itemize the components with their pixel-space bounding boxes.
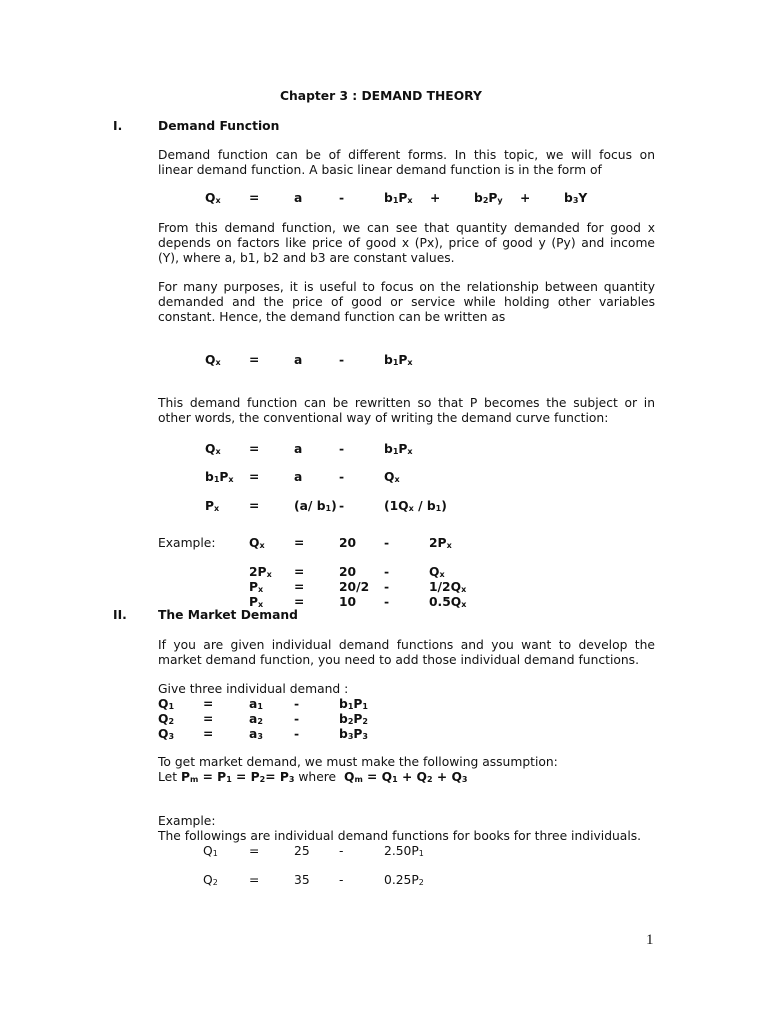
math-token: - — [294, 727, 300, 741]
text-line: The followings are individual demand functions for books for three individuals. — [158, 829, 642, 843]
math-token: - — [384, 580, 390, 594]
math-token: - — [339, 470, 345, 484]
text-line: From this demand function, we can see that quantity demanded for good x — [158, 221, 655, 235]
math-token: $0.25P_2$ — [384, 873, 424, 887]
paragraph — [158, 280, 655, 325]
math-token: = — [249, 353, 260, 367]
math-token: 25 — [294, 844, 310, 858]
section-number: II. — [113, 608, 127, 622]
math-token: $(1Q_x / b_1)$ — [384, 499, 447, 513]
math-token: $1/2Q_x$ — [429, 580, 467, 594]
math-token: = — [249, 499, 260, 513]
math-token: $2.50P_1$ — [384, 844, 424, 858]
math-token: - — [384, 565, 390, 579]
math-token: $Q_2$ — [158, 712, 175, 726]
math-token: $0.5Q_x$ — [429, 595, 467, 609]
page-number: 1 — [646, 932, 654, 948]
math-token: $b_1P_x$ — [384, 442, 413, 456]
section-number: I. — [113, 119, 123, 133]
paragraph — [158, 221, 655, 266]
text-where: where — [298, 770, 337, 784]
math-token: = — [203, 727, 214, 741]
quantity-sum: $Q_m = Q_1 + Q_2 + Q_3$ — [343, 770, 468, 784]
math-token: $Q_3$ — [158, 727, 175, 741]
math-token: a — [294, 191, 303, 205]
math-token: $Q_1$ — [158, 697, 175, 711]
math-token: = — [249, 844, 260, 858]
text-line: If you are given individual demand functions and you want to develop the — [158, 638, 655, 652]
math-token: $Q_x$ — [205, 191, 221, 205]
math-token: - — [339, 873, 344, 887]
math-token: 10 — [339, 595, 357, 609]
text-line: To get market demand, we must make the following assumption: — [158, 755, 558, 769]
math-token: - — [294, 712, 300, 726]
text-line: (Y), where a, b1, b2 and b3 are constant values. — [158, 251, 455, 265]
math-token: (a/ $b_1$) — [294, 499, 337, 513]
math-token: $2P_x$ — [249, 565, 272, 579]
math-token: - — [339, 499, 345, 513]
math-token: $b_3Y$ — [564, 191, 588, 205]
math-token: $Q_x$ — [429, 565, 445, 579]
text-let: Let — [158, 770, 178, 784]
math-token: a — [294, 353, 303, 367]
math-token: $a_2$ — [249, 712, 263, 726]
math-token: $b_1P_x$ — [384, 191, 413, 205]
math-token: - — [339, 191, 345, 205]
page-title: Chapter 3 : DEMAND THEORY — [280, 89, 482, 103]
math-token: $a_1$ — [249, 697, 263, 711]
math-token: = — [203, 712, 214, 726]
math-token: $P_x$ — [249, 595, 264, 609]
math-token: $Q_x$ — [205, 353, 221, 367]
math-token: - — [384, 595, 390, 609]
math-token: $b_3P_3$ — [339, 727, 368, 741]
math-token: = — [203, 697, 214, 711]
math-token: $a_3$ — [249, 727, 263, 741]
math-token: $b_2P_2$ — [339, 712, 368, 726]
math-token: $2P_x$ — [429, 536, 452, 550]
math-token: = — [249, 191, 260, 205]
math-token: = — [294, 580, 305, 594]
math-token: $b_1P_x$ — [384, 353, 413, 367]
text-line: other words, the conventional way of writing the demand curve function: — [158, 411, 609, 425]
math-token: - — [294, 697, 300, 711]
math-token: $P_x$ — [249, 580, 264, 594]
text-line: Demand function can be of different forms. In this topic, we will focus on — [158, 148, 655, 162]
math-token: = — [294, 536, 305, 550]
assumption-line — [158, 770, 468, 786]
math-token: $b_1P_x$ — [205, 470, 234, 484]
text-line: Give three individual demand : — [158, 682, 349, 696]
math-token: - — [384, 536, 390, 550]
math-token: - — [339, 353, 345, 367]
math-token: $Q_2$ — [203, 873, 218, 887]
text-line: market demand function, you need to add those individual demand functions. — [158, 653, 639, 667]
text-line: constant. Hence, the demand function can be written as — [158, 310, 506, 324]
math-token: 20 — [339, 565, 357, 579]
math-token: a — [294, 470, 303, 484]
text-line: This demand function can be rewritten so that P becomes the subject or in — [158, 396, 655, 410]
text-line: depends on factors like price of good x (Px), price of good y (Py) and income — [158, 236, 655, 250]
math-token: = — [294, 565, 305, 579]
paragraph — [158, 396, 655, 426]
math-token: = — [294, 595, 305, 609]
math-token: $Q_1$ — [203, 844, 218, 858]
text-line: linear demand function. A basic linear demand function is in the form of — [158, 163, 602, 177]
math-token: = — [249, 470, 260, 484]
text-line: demanded and the price of good or service while holding other variables — [158, 295, 655, 309]
math-token: 35 — [294, 873, 310, 887]
math-token: $b_1P_1$ — [339, 697, 368, 711]
text-line: For many purposes, it is useful to focus on the relationship between quantity — [158, 280, 655, 294]
section-heading: The Market Demand — [158, 608, 298, 622]
math-token: 20 — [339, 536, 357, 550]
math-token: $Q_x$ — [249, 536, 265, 550]
example-label: Example: — [158, 814, 216, 828]
math-token: 20/2 — [339, 580, 370, 594]
math-token: - — [339, 442, 345, 456]
math-token: $Q_x$ — [205, 442, 221, 456]
math-token: - — [339, 844, 344, 858]
math-token: $P_x$ — [205, 499, 220, 513]
paragraph — [158, 148, 655, 178]
math-token: = — [249, 873, 260, 887]
math-token: a — [294, 442, 303, 456]
math-token: + — [520, 191, 531, 205]
paragraph — [158, 638, 655, 668]
example-label: Example: — [158, 536, 216, 550]
math-token: $Q_x$ — [384, 470, 400, 484]
section-heading: Demand Function — [158, 119, 280, 133]
math-token: $b_2P_y$ — [474, 191, 503, 205]
math-token: = — [249, 442, 260, 456]
price-equality: $P_m = P_1 = P_2= P_3$ — [180, 770, 295, 784]
math-token: + — [430, 191, 441, 205]
